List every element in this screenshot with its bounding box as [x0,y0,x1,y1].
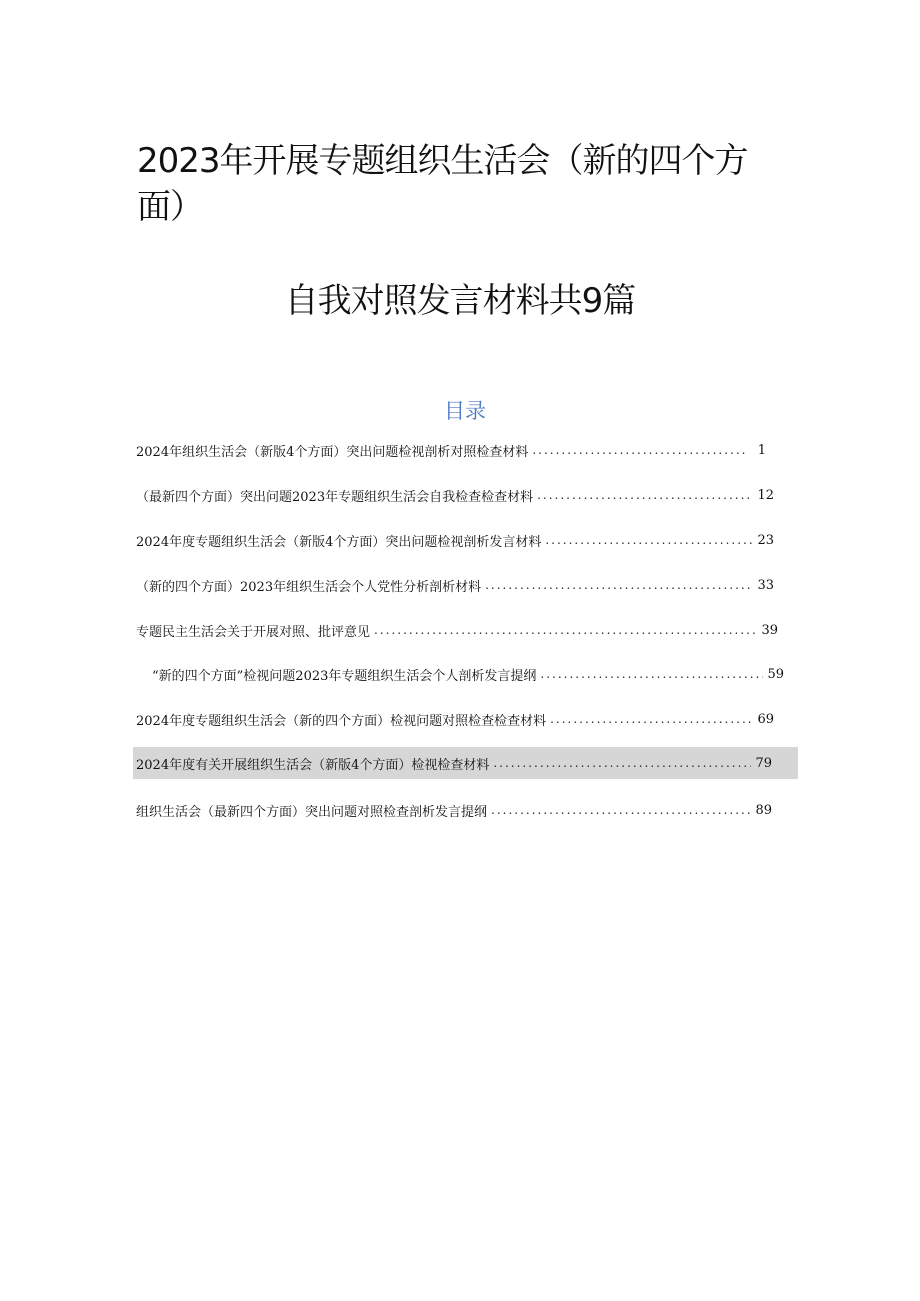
toc-entry-title: 2024年度专题组织生活会（新的四个方面）检视问题对照检查检查材料 [136,713,547,729]
toc-dot-leader [532,443,748,457]
toc-entry[interactable] [152,660,784,688]
title-line-1-cont: 面） [137,187,203,227]
toc-entry-page: 69 [757,711,774,727]
toc-entry-page: 33 [757,577,774,593]
toc-entry-title: 2024年度有关开展组织生活会（新版4个方面）检视检查材料 [136,757,490,773]
toc-dot-leader [491,803,751,817]
toc-entry-title: “新的四个方面”检视问题2023年专题组织生活会个人剖析发言提纲 [152,668,537,684]
toc-dot-leader [485,578,753,592]
toc-entry-title: （最新四个方面）突出问题2023年专题组织生活会自我检查检查材料 [136,489,534,505]
toc-dot-leader [550,712,753,726]
toc-entry[interactable] [136,571,774,599]
toc-entry-title: 组织生活会（最新四个方面）突出问题对照检查剖析发言提纲 [136,804,488,820]
toc-entry-page: 59 [767,666,784,682]
toc-entry-highlighted[interactable] [133,747,798,779]
toc-dot-leader [540,667,763,681]
toc-entry-title: 2024年度专题组织生活会（新版4个方面）突出问题检视剖析发言材料 [136,534,542,550]
toc-entry-page: 89 [755,802,772,818]
document-subtitle: 自我对照发言材料共9篇 [284,281,636,321]
toc-entry[interactable] [136,705,774,733]
toc-entry-title: 专题民主生活会关于开展对照、批评意见 [136,624,371,640]
toc-entry[interactable] [136,481,774,509]
toc-entry-page: 79 [755,755,772,771]
toc-entry[interactable] [136,796,772,824]
toc-dot-leader [537,488,753,502]
toc-entry-page: 12 [757,487,774,503]
toc-heading: 目录 [444,399,486,423]
toc-entry-page: 39 [761,622,778,638]
toc-entry-title: （新的四个方面）2023年组织生活会个人党性分析剖析材料 [136,579,482,595]
toc-entry-page: 1 [757,442,766,458]
toc-entry-page: 23 [757,532,774,548]
toc-dot-leader [374,623,757,637]
toc-entry-title: 2024年组织生活会（新版4个方面）突出问题检视剖析对照检查材料 [136,444,529,460]
toc-dot-leader [493,756,751,770]
toc-entry[interactable] [136,436,766,464]
toc-dot-leader [545,533,753,547]
toc-entry[interactable] [136,526,774,554]
toc-entry[interactable] [136,616,778,644]
title-line-1: 2023年开展专题组织生活会（新的四个方 [137,141,748,181]
